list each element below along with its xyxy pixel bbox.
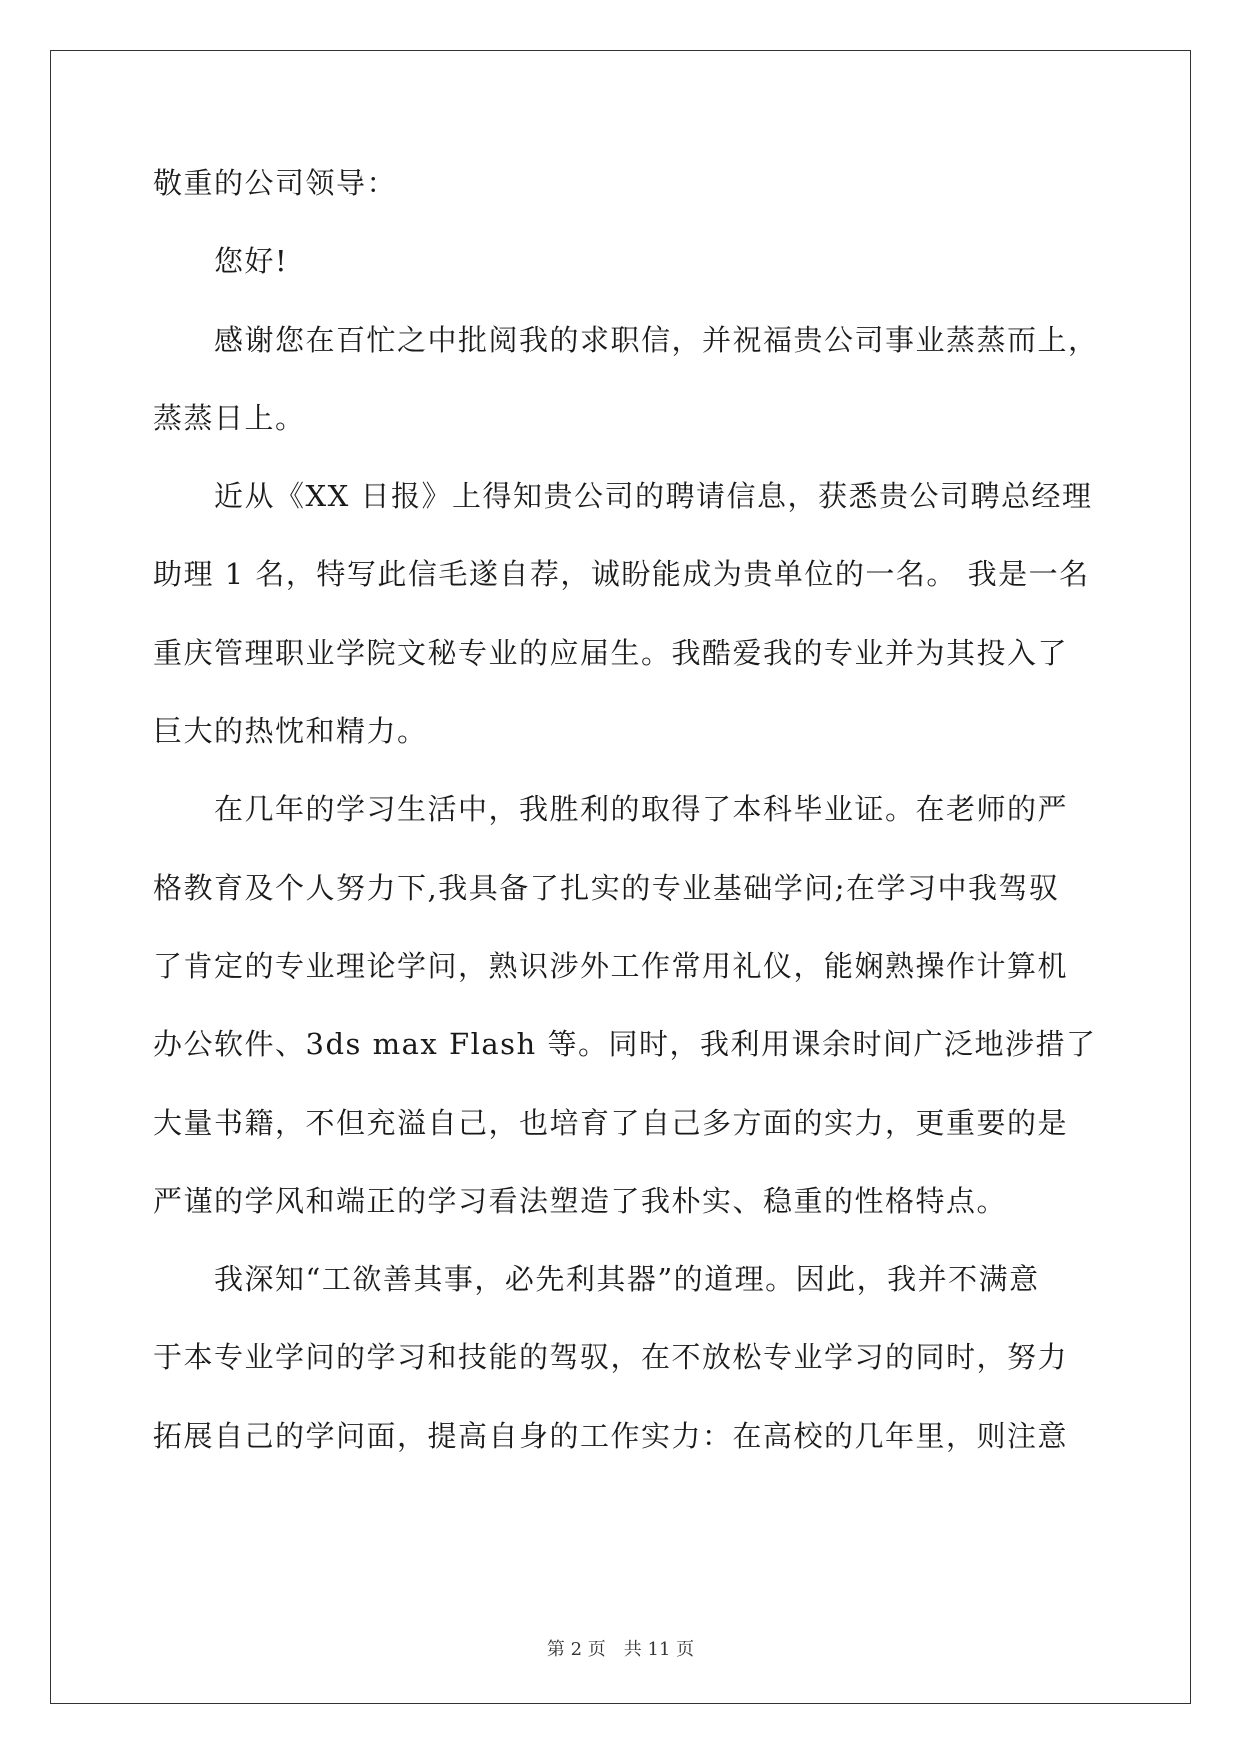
page-number: 第 2 页 共 11 页 bbox=[546, 1639, 695, 1660]
text-line: 我深知“工欲善其事，必先利其器”的道理。因此，我并不满意 bbox=[153, 1262, 1040, 1297]
text-line: 重庆管理职业学院文秘专业的应届生。我酷爱我的专业并为其投入了 bbox=[153, 635, 1069, 670]
text-line: 在几年的学习生活中，我胜利的取得了本科毕业证。在老师的严 bbox=[153, 792, 1069, 827]
text-line: 拓展自己的学问面，提高自身的工作实力：在高校的几年里，则注意 bbox=[153, 1418, 1069, 1453]
text-line: 您好! bbox=[153, 244, 289, 279]
text-line: 格教育及个人努力下,我具备了扎实的专业基础学问;在学习中我驾驭 bbox=[153, 870, 1060, 905]
text-line: 蒸蒸日上。 bbox=[153, 400, 306, 435]
text-line: 严谨的学风和端正的学习看法塑造了我朴实、稳重的性格特点。 bbox=[153, 1183, 1008, 1218]
text-line: 巨大的热忱和精力。 bbox=[153, 714, 428, 749]
document-body bbox=[153, 165, 1099, 1496]
text-line: 于本专业学问的学习和技能的驾驭，在不放松专业学习的同时，努力 bbox=[153, 1340, 1069, 1375]
text-line: 敬重的公司领导： bbox=[153, 166, 398, 200]
text-line: 近从《XX 日报》上得知贵公司的聘请信息，获悉贵公司聘总经理 bbox=[153, 479, 1093, 514]
text-line: 感谢您在百忙之中批阅我的求职信，并祝福贵公司事业蒸蒸而上， bbox=[153, 322, 1099, 357]
text-line: 办公软件、3ds max Flash 等。同时，我利用课余时间广泛地涉措了 bbox=[153, 1027, 1097, 1062]
text-line: 助理 1 名，特写此信毛遂自荐，诚盼能成为贵单位的一名。 我是一名 bbox=[153, 557, 1090, 592]
text-line: 大量书籍，不但充溢自己，也培育了自己多方面的实力，更重要的是 bbox=[153, 1105, 1069, 1140]
text-line: 了肯定的专业理论学问，熟识涉外工作常用礼仪，能娴熟操作计算机 bbox=[153, 948, 1069, 983]
